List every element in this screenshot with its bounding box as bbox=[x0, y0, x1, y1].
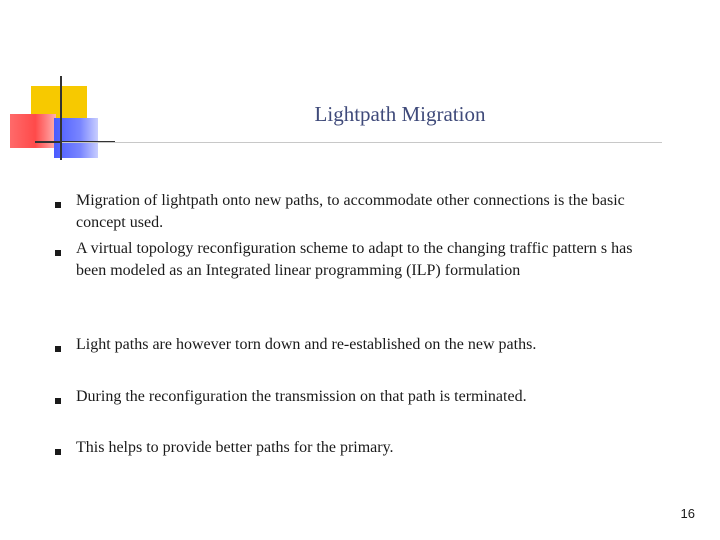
bullet-icon bbox=[55, 398, 61, 404]
bullet-icon bbox=[55, 346, 61, 352]
bullet-text: A virtual topology reconfiguration scheme to adapt to the changing traffic pattern s has been modeled as an Integrated linear programming (ILP) formulation bbox=[76, 240, 633, 279]
slide-title: Lightpath Migration bbox=[314, 102, 486, 126]
vertical-bar bbox=[60, 76, 62, 160]
bullet-icon bbox=[55, 449, 61, 455]
title-divider bbox=[62, 142, 662, 143]
decorative-logo bbox=[0, 0, 120, 170]
bullet-text: Migration of lightpath onto new paths, to accommodate other connections is the basic concept used. bbox=[76, 192, 625, 231]
bullet-text: Light paths are however torn down and re-established on the new paths. bbox=[76, 336, 537, 353]
bullet-icon bbox=[55, 202, 61, 208]
page-number: 16 bbox=[680, 506, 695, 521]
bullet-text: During the reconfiguration the transmission on that path is terminated. bbox=[76, 388, 527, 405]
bullet-text: This helps to provide better paths for the primary. bbox=[76, 439, 394, 456]
bullet-icon bbox=[55, 250, 61, 256]
